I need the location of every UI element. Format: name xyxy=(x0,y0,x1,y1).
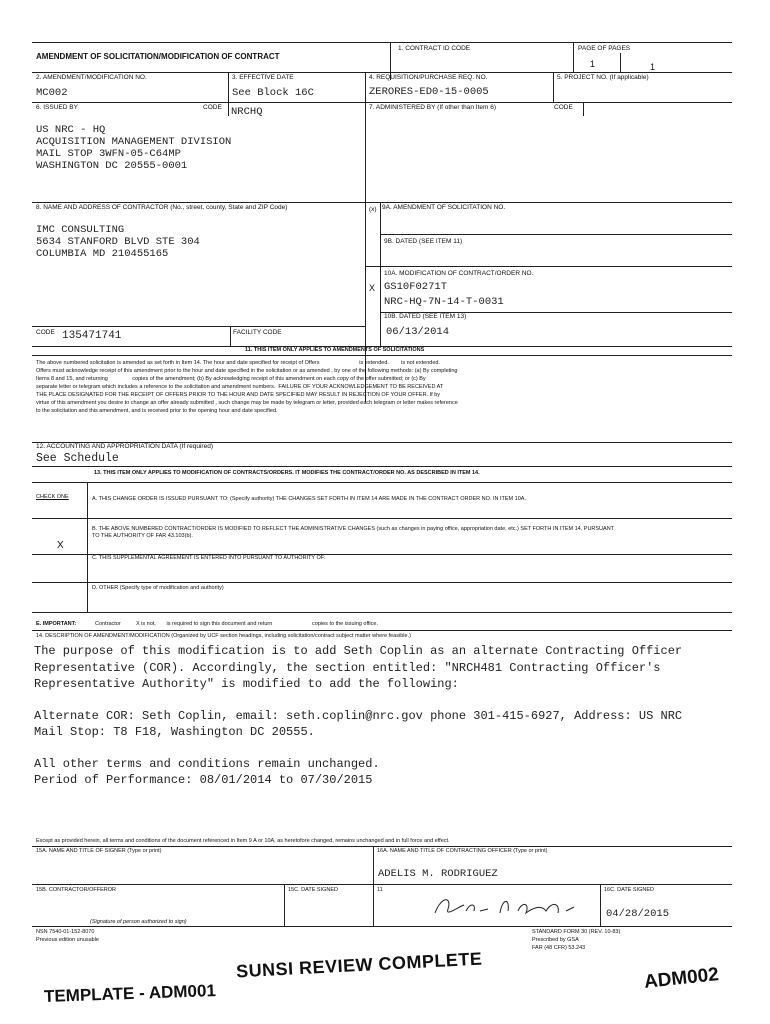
desc-line-5: Alternate COR: Seth Coplin, email: seth.coplin@nrc.gov phone 301-415-6927, Address: US NRC xyxy=(34,709,683,723)
contractor-line-3: COLUMBIA MD 210455165 xyxy=(36,248,169,260)
item11-line-1: The above numbered solicitation is amended as set forth in Item 14. The hour and date specified for receipt of Offers is extended. is not extended. xyxy=(36,360,440,366)
dated-10b-label: 10B. DATED (SEE ITEM 13) xyxy=(384,313,467,320)
page-number: 1 xyxy=(590,59,596,69)
item11-line-7: to the solicitation and this amendment, and is received prior to the opening hour and date specified. xyxy=(36,408,278,414)
desc-line-3: Representative Authority" is modified to add the following: xyxy=(34,677,459,691)
issued-by-line-2: ACQUISITION MANAGEMENT DIVISION xyxy=(36,136,232,148)
effective-date-label: 3. EFFECTIVE DATE xyxy=(232,74,294,81)
project-no-label: 5. PROJECT NO. (If applicable) xyxy=(557,74,649,81)
item11-line-6: virtue of this amendment you desire to change an offer already submitted , such change may be made by telegram or letter, provided each telegram or letter makes reference xyxy=(36,400,458,406)
signer-label: 15A. NAME AND TITLE OF SIGNER (Type or print) xyxy=(36,848,162,854)
mod-mark: X xyxy=(369,283,376,293)
accounting-value: See Schedule xyxy=(36,452,119,465)
code-bottom: 135471741 xyxy=(62,330,122,342)
date-signed-16c: 16C. DATE SIGNED xyxy=(604,887,655,893)
important-label: E. IMPORTANT: xyxy=(36,621,77,627)
code-bottom-label: CODE xyxy=(36,329,55,336)
except-text: Except as provided herein, all terms and conditions of the document referenced in Item 9 A or 10A, as heretofore changed, remains unchanged and in full force and effect. xyxy=(36,838,450,844)
option-c: C. THIS SUPPLEMENTAL AGREEMENT IS ENTERED INTO PURSUANT TO AUTHORITY OF: xyxy=(92,555,326,561)
item11-line-3: Items 8 and 15, and returning copies of the amendment; (b) By acknowledging receipt of this amendment on each copy of the offer submitted; or (c) By xyxy=(36,376,426,382)
stamp-review: SUNSI REVIEW COMPLETE xyxy=(235,948,483,982)
requisition-no: ZERORES-ED0-15-0005 xyxy=(369,86,489,98)
issued-by-label: 6. ISSUED BY xyxy=(36,104,78,111)
administered-label: 7. ADMINISTERED BY (If other than Item 6) xyxy=(369,104,497,111)
date-signed-15c: 15C. DATE SIGNED xyxy=(288,887,339,893)
mod-label: 10A. MODIFICATION OF CONTRACT/ORDER NO. xyxy=(384,270,534,277)
requisition-label: 4. REQUISITION/PURCHASE REQ. NO. xyxy=(369,74,488,81)
issued-code: NRCHQ xyxy=(231,106,263,118)
amend-sol-check: (x) xyxy=(369,206,377,213)
sig-caption: (Signature of person authorized to sign) xyxy=(90,919,187,925)
co-label: 16A. NAME AND TITLE OF CONTRACTING OFFICER (Type or print) xyxy=(377,848,548,854)
co-name: ADELIS M. RODRIGUEZ xyxy=(378,868,498,880)
option-a: A. THIS CHANGE ORDER IS ISSUED PURSUANT TO: (Specify authority) THE CHANGES SET FORTH IN ITEM 14 ARE MADE IN THE CONTRACT ORDER NO. IN ITEM 10A. xyxy=(92,496,526,502)
contractor-line-1: IMC CONSULTING xyxy=(36,224,125,236)
issued-code-label: CODE xyxy=(203,104,222,111)
form-title: AMENDMENT OF SOLICITATION/MODIFICATION OF CONTRACT xyxy=(36,52,280,61)
desc-line-8: All other terms and conditions remain unchanged. xyxy=(34,757,380,771)
mod-no-2: NRC-HQ-7N-14-T-0031 xyxy=(384,296,504,308)
dated-9b-label: 9B. DATED (SEE ITEM 11) xyxy=(384,238,463,245)
contract-id-label: 1. CONTRACT ID CODE xyxy=(398,45,471,52)
facility-code-label: FACILITY CODE xyxy=(233,329,282,336)
desc-line-2: Representative (COR). Accordingly, the section entitled: "NRCH481 Contracting Officer's xyxy=(34,661,661,675)
nsn: NSN 7540-01-152-8070 xyxy=(36,929,95,935)
issued-by-line-1: US NRC - HQ xyxy=(36,124,106,136)
important-text: Contractor X is not, is required to sign this document and return copies to the issuing office. xyxy=(95,621,378,627)
accounting-label: 12. ACCOUNTING AND APPROPRIATION DATA (If required) xyxy=(36,443,213,450)
check-one: CHECK ONE xyxy=(36,494,69,500)
issued-by-line-3: MAIL STOP 3WFN-05-C64MP xyxy=(36,148,181,160)
contractor-label: 8. NAME AND ADDRESS OF CONTRACTOR (No., street, county, State and ZIP Code) xyxy=(36,204,288,211)
desc-line-9: Period of Performance: 08/01/2014 to 07/30/2015 xyxy=(34,773,373,787)
contractor-line-2: 5634 STANFORD BLVD STE 304 xyxy=(36,236,200,248)
item14-label: 14. DESCRIPTION OF AMENDMENT/MODIFICATION (Organized by UCF section headings, including solicitation/contract subject matter where feasible.) xyxy=(36,633,411,639)
date-16c: 04/28/2015 xyxy=(606,908,670,920)
signature xyxy=(430,893,580,921)
standard-form: STANDARD FORM 30 (REV. 10-83) xyxy=(532,929,621,935)
effective-date: See Block 16C xyxy=(232,87,314,99)
issued-by-line-4: WASHINGTON DC 20555-0001 xyxy=(36,160,188,172)
desc-line-6: Mail Stop: T8 F18, Washington DC 20555. xyxy=(34,725,315,739)
item11-line-4: separate letter or telegram which includes a reference to the solicitation and amendment numbers. FAILURE OF YOUR ACKNOWLEDGEMENT TO BE RECEIVED AT xyxy=(36,384,444,390)
amendment-no-label: 2. AMENDMENT/MODIFICATION NO. xyxy=(36,74,147,81)
item11-line-2: Offers must acknowledge receipt of this amendment prior to the hour and date specified in the solicitation or as amended , by one of the following methods: (a) By completing xyxy=(36,368,458,374)
stamp-adm: ADM002 xyxy=(643,964,720,993)
page-of-pages-label: PAGE OF PAGES xyxy=(578,45,631,52)
item11-title: 11. THIS ITEM ONLY APPLIES TO AMENDMENTS OF SOLICITATIONS xyxy=(245,347,425,353)
amend-sol-label: 9A. AMENDMENT OF SOLICITATION NO. xyxy=(382,204,506,211)
item11-line-5: THE PLACE DESIGNATED FOR THE RECEIPT OF OFFERS PRIOR TO THE HOUR AND DATE SPECIFIED MAY RESULT IN REJECTION OF YOUR OFFER. If by xyxy=(36,392,441,398)
option-d: D. OTHER (Specify type of modification and authority) xyxy=(92,585,224,591)
prescribed: Prescribed by GSA xyxy=(532,937,579,943)
desc-line-1: The purpose of this modification is to add Seth Coplin as an alternate Contracting Officer xyxy=(34,644,683,658)
administered-code-label: CODE xyxy=(554,104,573,111)
amendment-no: MC002 xyxy=(36,87,68,99)
mod-no-1: GS10F0271T xyxy=(384,281,448,293)
item13-title: 13. THIS ITEM ONLY APPLIES TO MODIFICATION OF CONTRACTS/ORDERS. IT MODIFIES THE CONTRACT/ORDER NO. AS DESCRIBED IN ITEM 14. xyxy=(94,470,480,476)
option-b-mark: X xyxy=(57,540,64,551)
us-label: 11 xyxy=(377,887,383,893)
stamp-template: TEMPLATE - ADM001 xyxy=(43,981,217,1006)
far: FAR (48 CFR) 53.243 xyxy=(532,945,586,951)
contractor-sig-label: 15B. CONTRACTOR/OFFEROR xyxy=(36,887,116,893)
option-b: B. THE ABOVE NUMBERED CONTRACT/ORDER IS MODIFIED TO REFLECT THE ADMINISTRATIVE CHANGES (such as changes in paying office, appropriation date, etc.) SET FORTH IN ITEM 14, PURSUANT TO THE AUTHORITY OF FAR 43.103(b). xyxy=(92,526,614,539)
pages-count: 1 xyxy=(650,62,656,72)
dated-10b: 06/13/2014 xyxy=(386,326,450,338)
prev-edition: Previous edition unusable xyxy=(36,937,99,943)
